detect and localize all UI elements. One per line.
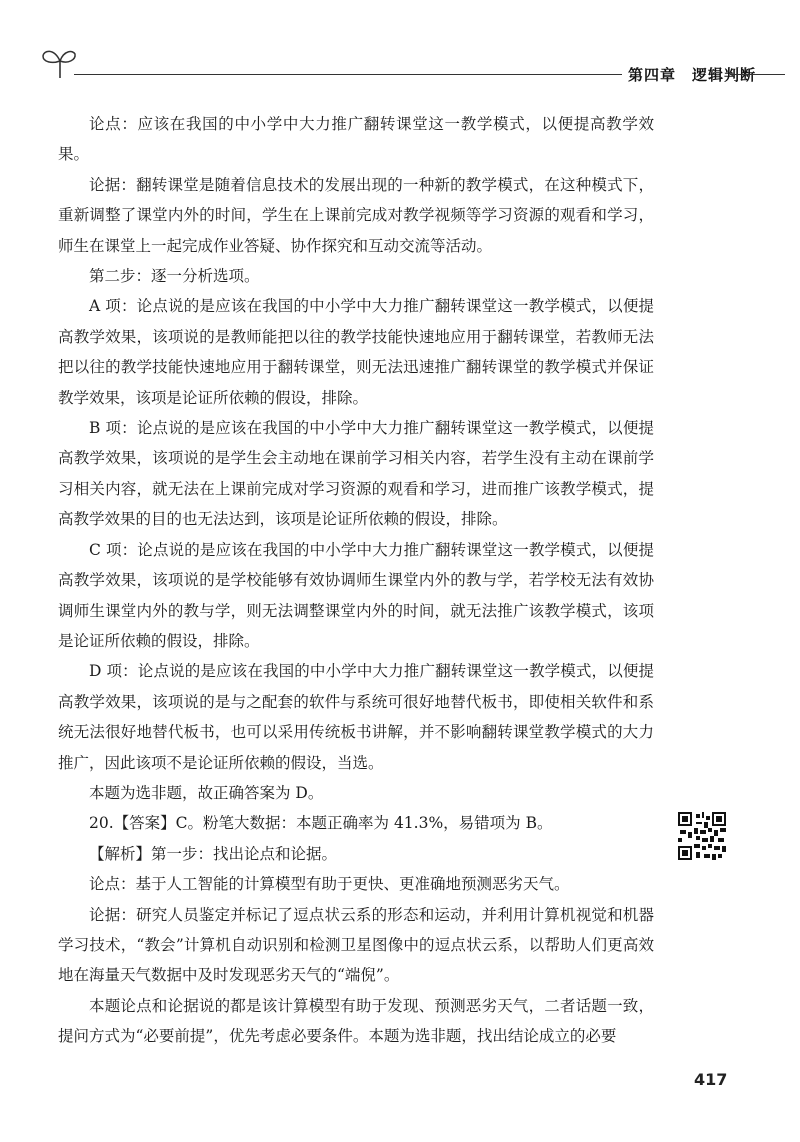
paragraph-analysis-step-one: 【解析】第一步：找出论点和论据。 [89, 844, 338, 863]
paragraph-answer-20: 20.【答案】C。粉笔大数据：本题正确率为 41.3%，易错项为 B。 [89, 814, 553, 833]
paragraph-conclusion: 本题为选非题，故正确答案为 D。 [89, 783, 324, 802]
page-number: 417 [694, 1070, 728, 1089]
page-body [58, 109, 654, 1052]
paragraph-option-b: B 项：论点说的是应该在我国的中小学中大力推广翻转课堂这一教学模式，以便提高教学效果，该项说的是学生会主动地在课前学习相关内容，若学生没有主动在课前学习相关内容，就无法在上课前完成对学习资源的观看和学习，进而推广该教学模式，提高教学效果的目的也无法达到，该项是论证所依赖的假设，排除。 [58, 419, 654, 529]
qr-code-icon [678, 812, 726, 860]
paragraph-argument-20: 论点：基于人工智能的计算模型有助于更快、更准确地预测恶劣天气。 [89, 875, 570, 894]
header-rule-left [74, 74, 622, 75]
paragraph-discussion-20: 本题论点和论据说的都是该计算模型有助于发现、预测恶劣天气，二者话题一致，提问方式为“必要前提”，优先考虑必要条件。本题为选非题，找出结论成立的必要 [58, 996, 654, 1046]
chapter-title: 第四章 逻辑判断 [628, 66, 757, 84]
paragraph-option-d: D 项：论点说的是应该在我国的中小学中大力推广翻转课堂这一教学模式，以便提高教学效果，该项说的是与之配套的软件与系统可很好地替代板书，即使相关软件和系统无法很好地替代板书，也可以采用传统板书讲解，并不影响翻转课堂教学模式的大力推广，因此该项不是论证所依赖的假设，当选。 [58, 662, 654, 772]
paragraph-argument: 论点：应该在我国的中小学中大力推广翻转课堂这一教学模式，以便提高教学效果。 [58, 115, 654, 164]
paragraph-evidence: 论据：翻转课堂是随着信息技术的发展出现的一种新的教学模式，在这种模式下，重新调整了课堂内外的时间，学生在上课前完成对教学视频等学习资源的观看和学习，师生在课堂上一起完成作业答疑、协作探究和互动交流等活动。 [58, 175, 654, 255]
paragraph-option-c: C 项：论点说的是应该在我国的中小学中大力推广翻转课堂这一教学模式，以便提高教学效果，该项说的是学校能够有效协调师生课堂内外的教与学，若学校无法有效协调师生课堂内外的教与学，则无法调整课堂内外的时间，就无法推广该教学模式，该项是论证所依赖的假设，排除。 [58, 540, 654, 650]
page-header [40, 44, 785, 84]
header-rule-right [730, 74, 785, 75]
paragraph-option-a: A 项：论点说的是应该在我国的中小学中大力推广翻转课堂这一教学模式，以便提高教学效果，该项说的是教师能把以往的教学技能快速地应用于翻转课堂，若教师无法把以往的教学技能快速地应用于翻转课堂，则无法迅速推广翻转课堂的教学模式并保证教学效果，该项是论证所依赖的假设，排除。 [58, 297, 654, 407]
paragraph-step-two: 第二步：逐一分析选项。 [89, 267, 260, 286]
paragraph-evidence-20: 论据：研究人员鉴定并标记了逗点状云系的形态和运动，并利用计算机视觉和机器学习技术，“教会”计算机自动识别和检测卫星图像中的逗点状云系，以帮助人们更高效地在海量天气数据中及时发现恶劣天气的“端倪”。 [58, 905, 654, 985]
